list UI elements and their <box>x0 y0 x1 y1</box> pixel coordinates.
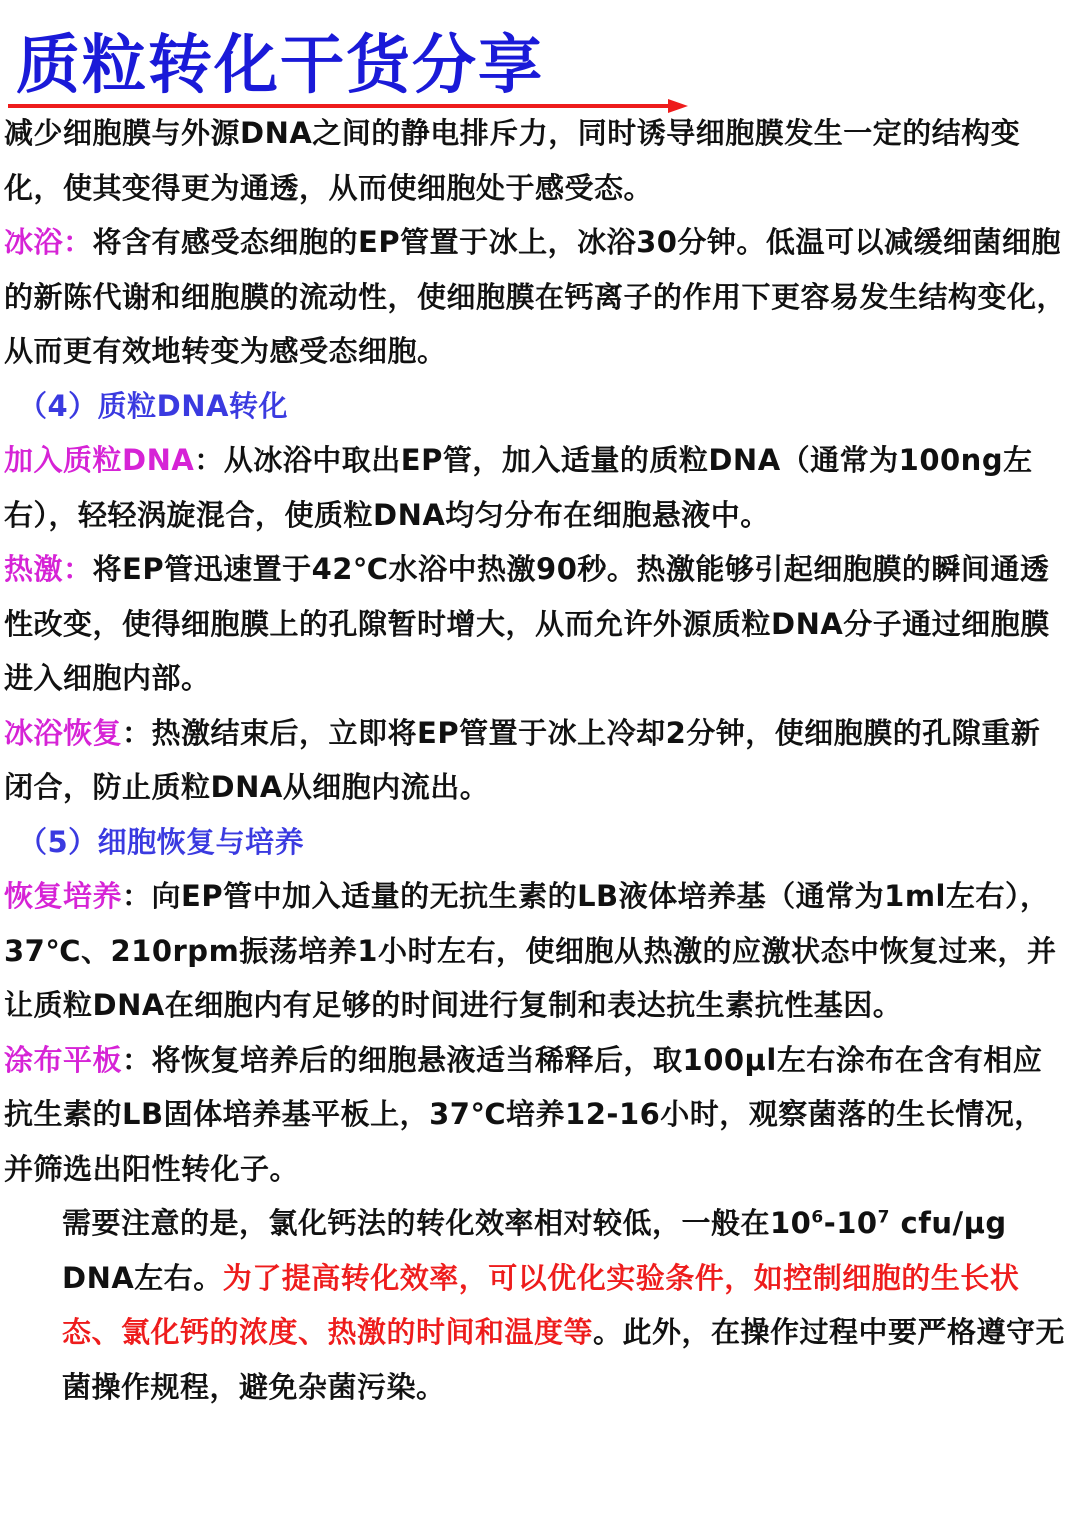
page-title: 质粒转化干货分享 <box>16 29 544 103</box>
note-text-2: -10 <box>823 1206 878 1240</box>
note-text-3: cfu/μg DNA左右。 <box>62 1206 1007 1295</box>
intro-paragraph <box>4 106 1068 215</box>
ice-recovery-text: ：热激结束后，立即将EP管置于冰上冷却2分钟，使细胞膜的孔隙重新闭合，防止质粒DNA从细胞内流出。 <box>4 715 1041 804</box>
recovery-culture-paragraph <box>4 869 1068 1033</box>
ice-bath-paragraph <box>4 215 1068 379</box>
recovery-culture-text: ：向EP管中加入适量的无抗生素的LB液体培养基（通常为1ml左右），37℃、210rpm振荡培养1小时左右，使细胞从热激的应激状态中恢复过来，并让质粒DNA在细胞内有足够的时间进行复制和表达抗生素抗性基因。 <box>4 879 1057 1022</box>
heat-shock-text: 将EP管迅速置于42℃水浴中热激90秒。热激能够引起细胞膜的瞬间通透性改变，使得细胞膜上的孔隙暂时增大，从而允许外源质粒DNA分子通过细胞膜进入细胞内部。 <box>4 552 1050 695</box>
intro-text: 减少细胞膜与外源DNA之间的静电排斥力，同时诱导细胞膜发生一定的结构变化，使其变得更为通透，从而使细胞处于感受态。 <box>4 116 1021 205</box>
heat-shock-paragraph <box>4 542 1068 706</box>
recovery-culture-label: 恢复培养 <box>4 879 123 913</box>
article-body <box>4 106 1068 1414</box>
note-text-1: 需要注意的是，氯化钙法的转化效率相对较低，一般在10 <box>62 1206 812 1240</box>
note-exponent-2: 7 <box>877 1207 890 1228</box>
plating-label: 涂布平板 <box>4 1042 123 1077</box>
note-text-4: 。此外，在操作过程中要严格遵守无菌操作规程，避免杂菌污染。 <box>62 1315 1066 1404</box>
ice-bath-text: 将含有感受态细胞的EP管置于冰上，冰浴30分钟。低温可以减缓细菌细胞的新陈代谢和细胞膜的流动性，使细胞膜在钙离子的作用下更容易发生结构变化，从而更有效地转变为感受态细胞。 <box>4 225 1067 368</box>
note-exponent-1: 6 <box>811 1207 824 1228</box>
section-heading-4: （4）质粒DNA转化 <box>18 388 288 423</box>
plating-text: ：将恢复培养后的细胞悬液适当稀释后，取100μl左右涂布在含有相应抗生素的LB固体培养基平板上，37℃培养12-16小时，观察菌落的生长情况，并筛选出阳性转化子。 <box>4 1042 1044 1186</box>
note-paragraph <box>4 1196 1068 1414</box>
add-dna-text: ：从冰浴中取出EP管，加入适量的质粒DNA（通常为100ng左右），轻轻涡旋混合，使质粒DNA均匀分布在细胞悬液中。 <box>4 443 1033 532</box>
plating-paragraph <box>4 1033 1068 1197</box>
note-emphasis: 为了提高转化效率，可以优化实验条件，如控制细胞的生长状态、氯化钙的浓度、热激的时间和温度等 <box>62 1260 1020 1349</box>
ice-recovery-label: 冰浴恢复 <box>4 715 123 750</box>
heat-shock-label: 热激： <box>4 552 93 586</box>
section-heading-5: （5）细胞恢复与培养 <box>18 824 305 859</box>
add-dna-label: 加入质粒DNA <box>4 443 195 477</box>
add-dna-paragraph <box>4 433 1068 542</box>
ice-recovery-paragraph <box>4 706 1068 815</box>
ice-bath-label: 冰浴： <box>4 225 93 259</box>
